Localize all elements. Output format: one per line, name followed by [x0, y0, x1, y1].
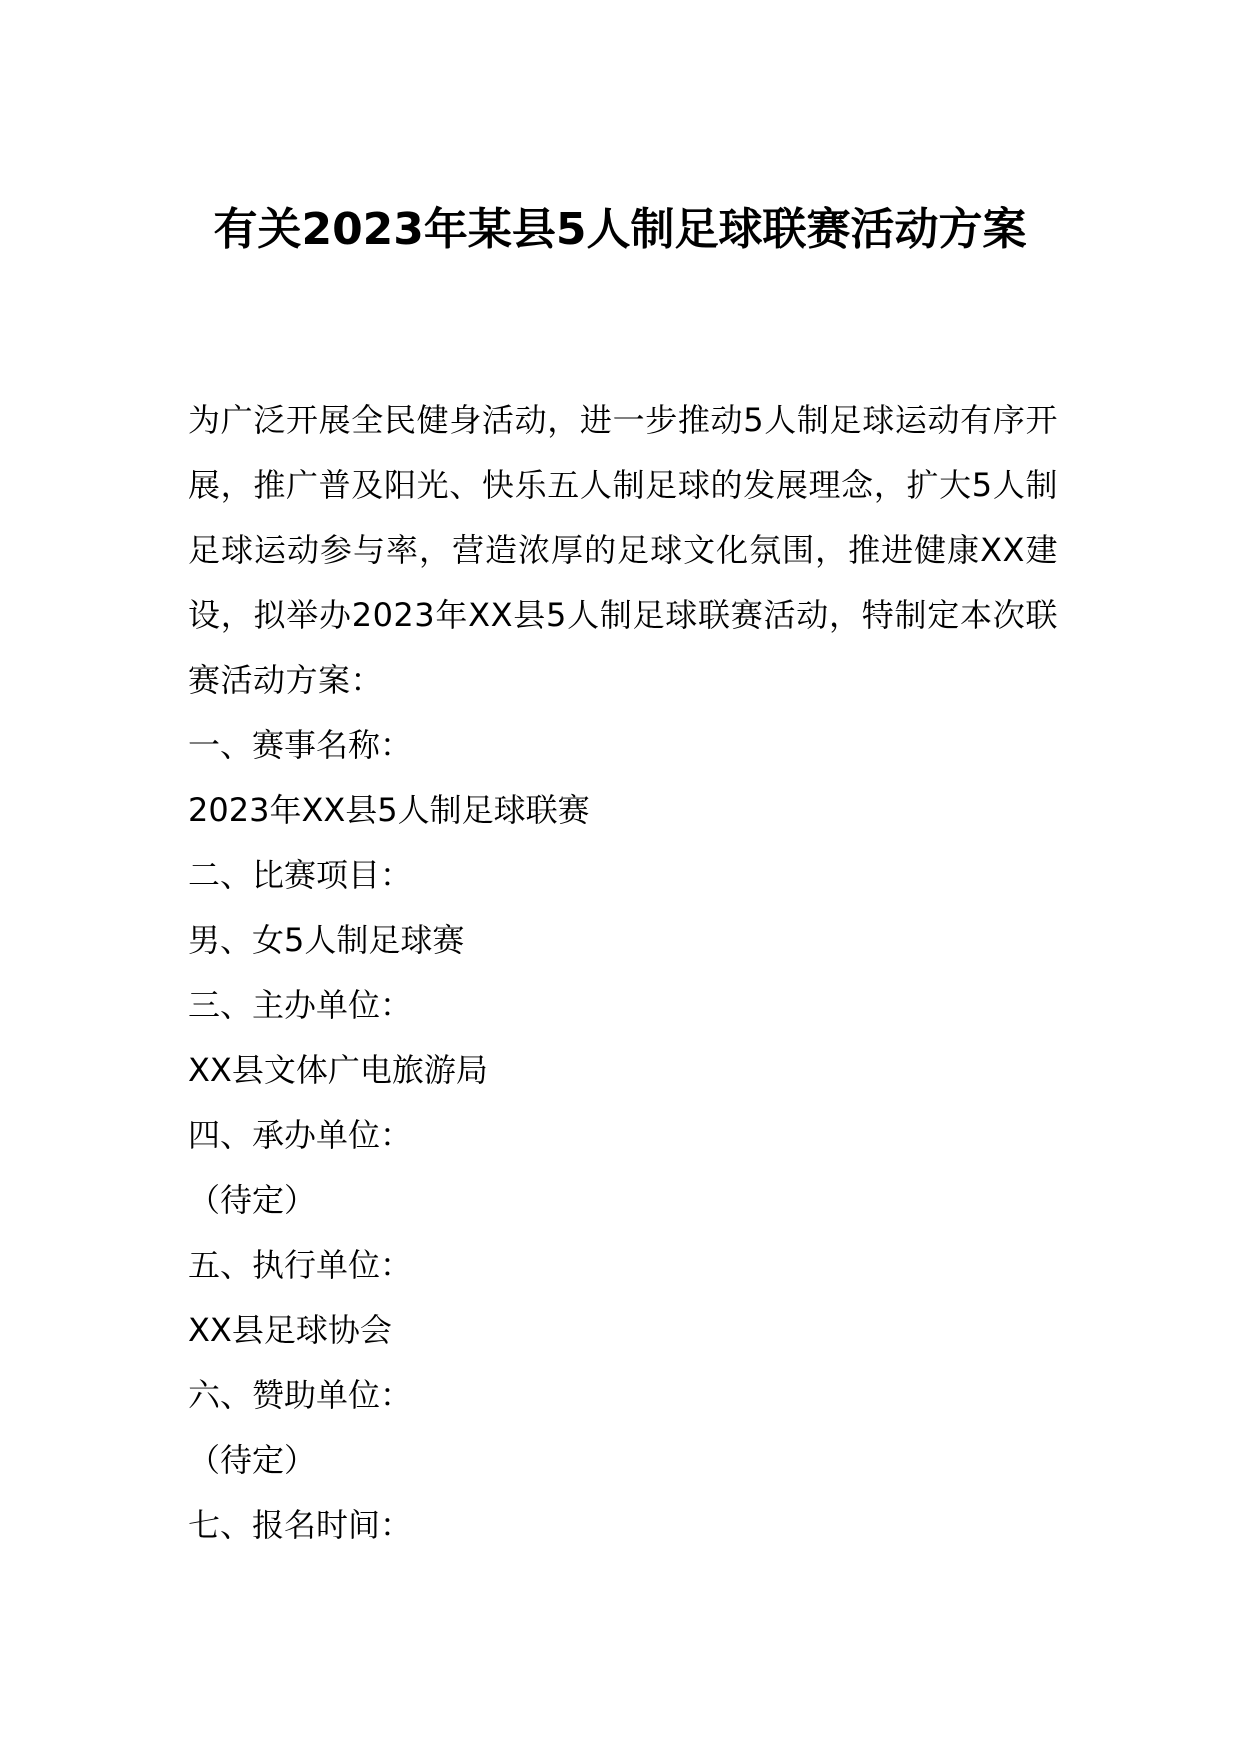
section-content-5: XX县足球协会 — [188, 1311, 392, 1349]
section-heading-4: 四、承办单位： — [188, 1116, 413, 1154]
intro-paragraph: 为广泛开展全民健身活动，进一步推动5人制足球运动有序开展，推广普及阳光、快乐五人制足球的发展理念，扩大5人制足球运动参与率，营造浓厚的足球文化氛围，推进健康XX建设，拟举办2023年XX县5人制足球联赛活动，特制定本次联赛活动方案： — [188, 401, 1058, 699]
section-heading-1: 一、赛事名称： — [188, 726, 413, 764]
section-heading-3: 三、主办单位： — [188, 986, 413, 1024]
document-title: 有关2023年某县5人制足球联赛活动方案 — [213, 204, 1027, 255]
section-content-4: （待定） — [188, 1181, 317, 1219]
section-content-1: 2023年XX县5人制足球联赛 — [188, 791, 590, 829]
section-heading-2: 二、比赛项目： — [188, 856, 413, 894]
section-heading-6: 六、赞助单位： — [188, 1376, 413, 1414]
section-content-2: 男、女5人制足球赛 — [188, 921, 465, 959]
section-heading-7: 七、报名时间： — [188, 1506, 413, 1544]
document-body — [188, 388, 1058, 1558]
section-content-6: （待定） — [188, 1441, 317, 1479]
section-content-3: XX县文体广电旅游局 — [188, 1051, 488, 1089]
section-heading-5: 五、执行单位： — [188, 1246, 413, 1284]
